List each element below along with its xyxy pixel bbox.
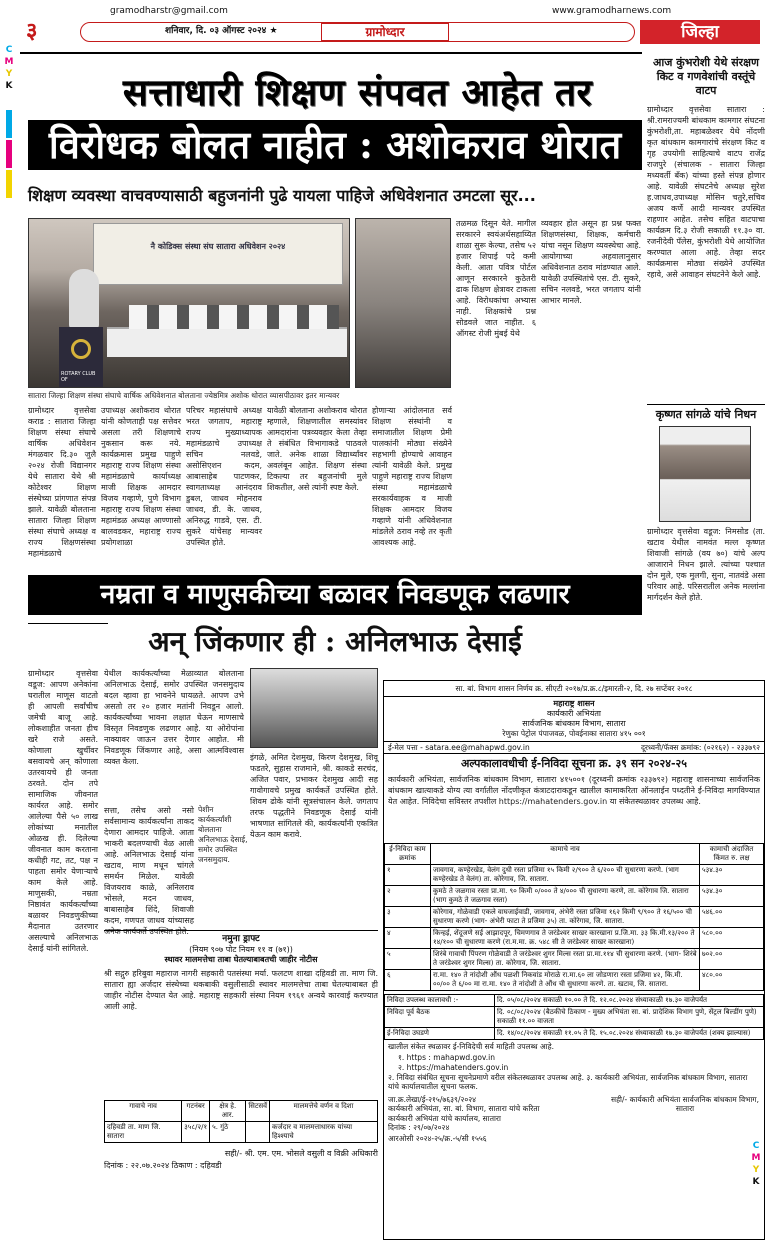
side-story-title: आज कुंभरोशी येथे संरक्षण किट व गणवेशांची वस्तूंचे वाटप [653, 56, 759, 97]
tender-title: अल्पकालावधीची ई-निविदा सूचना क्र. ३९ सन २०२४-२५ [461, 757, 687, 771]
page-number: ३ [26, 19, 38, 44]
lead-column-2: उपाध्यक्ष अशोकराव थोरात यांनी कोणताही पक्ष सत्तेवर असला तरी शिक्षणाचे नुकसान करू नये. कार्यक्रमास प्रमुख पाहुणे महाराष्ट्र राज्य शिक्षण संस्था महामंडळाचे कार्याध्यक्ष माजी शिक्षक आमदार विजय गव्हाणे, पुणे विभाग महाराष्ट्र राज्य शिक्षण संस्था महामंडळ अध्यक्ष आण्णासो बालवडकर, महाराष्ट्र राज्य प्रयोगशाळा [101, 406, 181, 547]
second-photo [250, 668, 378, 748]
tender-header-line: सा. बां. विभाग शासन निर्णय क्र. सीएटी २०१७/प्र.क्र.८/इमारती-२, दि. २७ सप्टेंबर २०१८ [384, 681, 764, 697]
table-row [385, 948, 764, 969]
date-bar [80, 22, 635, 42]
tender-sign: सही/- कार्यकारी अभियंता सार्वजनिक बांधकाम विभाग, सातारा [611, 1094, 759, 1114]
side-story-text: ग्रामोध्दार वृत्तसेवा सातारा : श्री.रामराज्यमी बांधकाम कामगार संघटना कुंभरोशी,ता. महाबळेश्वर येथे नोंदणी कृत बांधकाम कामगारांचे संरक्षण किट व गृह उपयोगी साहित्याचे वाटप राजेंद्र राजपुरे (संचालक - सातारा जिल्हा मध्यवर्ती बँक) यांच्या हस्ते संपन्न होणार आहे. यावेळी संघटनेचे अध्यक्ष सुरेश ह.जाधव,उपाध्यक्ष मोसिन चतुरे,सचिव अजय कर्णे आदी मान्यवर उपस्थित राहणार आहेत. तसेच सहित वाटपाचा कार्यक्रम दि.३ रोजी सकाळी ११.३० वा. रजनीदेवी पॅलेस, कुंभरोशी येथे आयोजित करण्यात आला आहे. तेव्हा सदर कार्यक्रमास मोठ्या संख्येने उपस्थित रहावे, असे आवाहन संघटनेने केले आहे. [647, 105, 765, 279]
notice-text: श्री सद्गुरु हरिबुवा महाराज नागरी सहकारी पतसंस्था मर्या. फलटण शाखा दहिवडी ता. माण जि. सातारा ह्या अर्जदार संस्थेच्या थकबाकी वसुलीसाठी स्थावर मालमत्तेचा ताबा घेतल्याबाबत ही जाहीर नोटीस देण्यात येत आहे. महाराष्ट्र सहकारी संस्था नियम १९६१ अन्वये कारवाई करण्यात आली आहे. [104, 969, 378, 1012]
table-row [385, 969, 764, 990]
stage-table [107, 327, 347, 357]
tender-sign-left: कार्यकारी अभियंता, सा. बां. विभाग, सातारा यांचे करिता [388, 1104, 540, 1114]
lead-column-4: यावेळी बोलताना अशोकराव थोरात म्हणाले, शिक्षणातील समस्यांवर आमदारांना पत्रव्यवहार केला तेव्हा ते संबंधित विभागाकडे पाठवले जाते. अनेक शाळा विद्यार्थ्यांवर अवलंबून आहेत. शिक्षण संस्था टिकल्या तर बहुजनांची मुले शिकतील, असे त्यांनी स्पष्ट केले. [267, 406, 367, 492]
tender-ref: जा.क्र.लेखा/ई-२१५/७६३९/२०२४ [388, 1094, 477, 1104]
notice-td-survey [246, 1122, 270, 1143]
notice-signature: सही/- श्री. एम. एम. भोसले वसुली व विक्री अधिकारी [224, 1149, 378, 1159]
tender-row3-cost: ५४६.०० [700, 906, 764, 927]
notice-date-place: दिनांक : २२.०७.२०२४ ठिकाण : दहिवडी [104, 1161, 222, 1171]
guest-row [129, 305, 339, 329]
tender-table [384, 843, 764, 991]
tender-intro: कार्यकारी अभियंता, सार्वजनिक बांधकाम विभाग, सातारा ४१५००१ (दूरध्वनी क्रमांक २३३७९२) महाराष्ट्र शासनाच्या सार्वजनिक बांधकाम खात्याकडे योग्य त्या वर्गातील नोंदणीकृत कंत्राटदाराकडून खालील कामाकरिता ऑनलाईन पध्दतीने ई-निविदा मागविण्यात येत आहेत. निविदेचा सविस्तर तपशील https://mahatenders.gov.in या संकेतस्थळावर उपलब्ध आहे. [388, 774, 760, 806]
obituary-text: ग्रामोध्दार वृत्तसेवा वडूज: निमसोड (ता. खटाव येथील नामवंत मल्ल कृष्णत शिवाजी सांगळे (वय ७०) यांचे अल्प आजाराने निधन झाले. त्यांच्या पश्चात दोन मुले, एक मुलगी, सुना, नातवंडे असा परिवार आहे. परिसरातील अनेक मल्लांना मार्गदर्शन केले होते. [647, 527, 765, 602]
lead-photo [28, 218, 350, 388]
tender-row3-no: ३ [385, 906, 431, 927]
tender-row6-no: ६ [385, 969, 431, 990]
notice-th-gat: गटनंबर [182, 1101, 210, 1122]
table-row [385, 994, 764, 1006]
table-row [385, 864, 764, 885]
cmyk-m: M [4, 57, 14, 67]
second-column-3: सत्ता, तसेच असो नसो सर्वसामान्य कार्यकर्त्यांना ताकद देणारा आमदार पाहिजे. आता भाकरी बदलण्याची वेळ आली आहे. अनिलभाऊ देसाई यांना खटाव, माण मधून चांगले समर्थन मिळेल. यावेळी विजयराव काळे, अनिलराव भोसले, मदन जाधव, बाबासाहेब शिंदे, शिवाजी कदम, गणपत जाधव यांच्यासह अनेक कार्यकर्ते उपस्थित होते. [104, 806, 194, 936]
tender-row5-no: ५ [385, 948, 431, 969]
tender-footer-block [384, 1093, 764, 1135]
tender-row1-cost: ५३४.३० [700, 864, 764, 885]
obituary-title: कृष्णत सांगळे यांचे निधन [655, 408, 757, 421]
tender-date: दिनांक : २९/०७/२०२४ [388, 1122, 450, 1132]
second-column-1: ग्रामोध्दार वृत्तसेवा वडूज: आपण अनेकांना घरातील माणूस वाटतो ही आपली सर्वांचीच जमेची बाजू आहे. लोकशाहीत जनता हीच खरे राजे असते. कोणाला खुर्चीवर बसवायचे अन् कोणाला उतरवायचे ही जनता ठरवते. दोन तपे सामाजिक जीवनात कार्यरत आहे. समोर आलेल्या पैसे ५० लाख लोकांच्या मनातील ओळख ही. दिलेल्या जीवनात काम करताना कधीही गट, तट, पक्ष न पाहता समोर येणाऱ्याचे काम केले आहे. माणुसकी, नम्रता निष्ठावंत कार्यकर्त्यांच्या बळावर निवडणुकीच्या मैदानात उतरणार असल्याचे अनिलभाऊ देसाई यांनी सांगितले. [28, 669, 98, 953]
notice-td-desc: कर्जदार व मालमत्ताधारक यांच्या हिश्श्याचे [270, 1122, 378, 1143]
notice-td-gat: ३५८/२/१ [182, 1122, 210, 1143]
schedule-value-1: दि. ०५/०८/२०२४ सकाळी १०.०० ते दि. १२.०८.२०२४ संध्याकाळी १७.३० वाजेपर्यंत [495, 994, 764, 1006]
table-row [385, 1006, 764, 1027]
tender-row6-name: रा.मा. १४० ते नांदोशी औंध पळशी निकवांड मोराळे रा.मा.६० ला जोडणारा रस्ता प्रजिमा ४२, कि.मी. ००/०० ते ६/०० मा रा.मा. १४० ते नांदोशी ते औंध ची सुधारणा करणे. ता. खटाव, जि. सातारा. [431, 969, 700, 990]
tender-footer-points: २. निविदा संबंधित सूचना सूचनेप्रमाणे वरील संकेतस्थळावर उपलब्ध आहे. ३. कार्यकारी अभियंता, सार्वजनिक बांधकाम विभाग, सातारा यांचे कार्यालयातील सूचना फलक. [388, 1073, 748, 1092]
side-divider [647, 404, 765, 405]
cmyk-k: K [5, 81, 13, 91]
notice-th-survey: सिटसर्वे [246, 1101, 270, 1122]
tender-sub4: रेणुका पेट्रोल पंपाजवळ, पोवईनाका सातारा ४१५ ००१ [502, 729, 646, 739]
notice-th-village: गावाचे नाव [105, 1101, 182, 1122]
tender-row2-no: २ [385, 885, 431, 906]
obituary-photo [659, 426, 751, 522]
lead-column-5: तळमळ दिसून येते. मागील सरकारने स्वयंअर्थसहाय्यित शाळा सुरू केल्या, तसेच ५२ हजार शिपाई पदे कमी केली. आता पवित्र पोर्टल आणून सरकारने कुठेतरी ढाक शिक्षण क्षेत्रावर टाकला आहे. विरोधकांचा अभ्यास नाही. शिक्षकांचे प्रश्न सोडवले जात नाहीत. ६ ऑगस्ट रोजी मुंबई येथे [456, 219, 536, 338]
cmyk-m-bottom: M [751, 1153, 761, 1163]
header-email: gramodharstr@gmail.com [110, 6, 228, 16]
lead-subheadline: शिक्षण व्यवस्था वाचवण्यासाठी बहुजनांनी पुढे यायला पाहिजे अधिवेशनात उमटला सूर... [28, 186, 536, 205]
section-tag: जिल्हा [640, 20, 760, 44]
tender-link-2[interactable]: २. https://mahatenders.gov.in [398, 1062, 509, 1072]
notice-subtitle2: स्थावर मालमत्तेचा ताबा घेतल्याबाबतची जाहीर नोटीस [164, 955, 318, 965]
masthead-logo: ग्रामोध्दार [321, 23, 449, 41]
tender-row6-cost: ४८०.०० [700, 969, 764, 990]
second-column-4: इंगळे, अमित देशमुख, किरण देशमुख, शिवू फडतरे, सुहास राजमाने, श्री. काकडे सरचंद, अजित पवार, प्रभाकर देशमुख आदी सह गावोगावचे प्रमुख कार्यकर्ते उपस्थित होते. शिवम ढोके यांनी सूत्रसंचालन केले. जगताप तरफ पद्धतीने निवडणूक देसाई यांनी भाषणात सांगितले की, कार्यकर्त्यांनी एकत्रित येऊन काम करावे. [250, 753, 378, 839]
speaker-figure [69, 269, 99, 329]
side-story [647, 56, 765, 402]
tender-th-cost: कामाची अंदाजित किंमत रु. लक्ष [700, 843, 764, 864]
cmyk-y: Y [5, 69, 13, 79]
cmyk-marks-top [4, 44, 14, 92]
tender-row3-name: कोरेगाव, गोळेवाडी एकले वाघजाईवाडी, जावगाव, अंभेरी रस्ता प्रजिमा १६२ किमी ९/९०० ते १६/५०० ची सुधारणा करणे (भाग- अंभेरी फाटा ते प्रजिमा ३५) ता. कोरेगाव, जि. सातारा. [431, 906, 700, 927]
color-swatch-yellow [6, 170, 12, 198]
notice-th-area: क्षेत्र हे. आर. [210, 1101, 246, 1122]
second-headline-line1: नम्रता व माणुसकीच्या बळावर निवडणूक लढणार [28, 575, 642, 615]
tender-schedule [384, 994, 764, 1040]
tender-sub3: सार्वजनिक बांधकाम विभाग, सातारा [522, 719, 626, 729]
color-swatch-magenta [6, 140, 12, 168]
second-headline-line2: अन् जिंकणार ही : अनिलभाऊ देसाई [148, 625, 522, 658]
notice-subtitle: (नियम ९०७ पोट नियम ११ व (७१)) [189, 945, 293, 955]
notice-title: नमुना ड्राफ्ट [222, 934, 260, 944]
schedule-label-2: निविदा पूर्व बैठक [385, 1006, 495, 1027]
tender-sub1: महाराष्ट्र शासन [553, 699, 595, 709]
lead-column-3: परिचर महासंघाचे अध्यक्ष भरत जगताप, महाराष्ट्र राज्य मुख्याध्यापक महामंडळाचे उपाध्यक्ष सचिन नलवडे, असोसिएशन कदम, आबासाहेब पाटणकर, स्वागताध्यक्ष आनंदराव डुबल, जाधव मोहनराव जाधव, डी. के. जाधव, अनिरुद्ध गाडवे, एस. टी. सुकरे यांचेसह मान्यवर उपस्थित होते. [186, 406, 262, 547]
tender-row4-cost: ५८०.०० [700, 927, 764, 948]
table-row [385, 906, 764, 927]
lead-column-1: ग्रामोध्दार वृत्तसेवा कराड : सातारा जिल्हा शिक्षण संस्था संघाचे वार्षिक अधिवेशन मंगळवार दि.३० जुलै २०२४ रोजी विद्यानगर येथे सातारा येथे श्री कोटेश्वर शिक्षण संस्थेच्या प्रांगणात संपन्न झाले. यावेळी बोलताना सातारा जिल्हा शिक्षण संस्था संघाचे अध्यक्ष व राज्य शिक्षणसंस्था महामंडळाचे [28, 406, 96, 558]
schedule-value-3: दि. १४/०८/२०२४ सकाळी ११.०५ ते दि. १५.०८.२०२४ संध्याकाळी १७.३० वाजेपर्यंत (शक्य झाल्यास) [495, 1027, 764, 1039]
table-row [385, 927, 764, 948]
tender-contact-row [384, 741, 764, 754]
second-column-2: येथील कार्यकर्त्यांच्या मेळाव्यात बोलताना अनिलभाऊ देसाई, समोर उपस्थित जनसमुदाय बदल व्हावा हा भावनेने घायळते. आपण उभे असतो तर २० हजार मतांनी निवडून आलो. कार्यकर्त्यांच्या भावना लक्षात घेऊन माणसाचे विस्तृत निवडणुक लढणार आहे. या ओरोपांना नाक्यावर जाऊन उत्तर देणार आहोत. मी निवडणूक जिंकणार आहे, असा आत्मविश्वास व्यक्त केला. [104, 669, 244, 766]
tender-link-1[interactable]: १. https : mahapwd.gov.in [398, 1053, 495, 1063]
tender-row4-no: ४ [385, 927, 431, 948]
cmyk-k-bottom: K [752, 1177, 760, 1187]
page-header [20, 6, 760, 46]
obituary [647, 408, 765, 664]
event-banner-text: नै कोडिक्स संस्था संघ सातारा अधिवेशन २०२४ [150, 242, 286, 251]
lead-photo-caption: सातारा जिल्हा शिक्षण संस्था संघाचे वार्षिक अधिवेशनात बोलताना ज्येष्ठमित्र अशोक थोरात व्यासपीठावर इतर मान्यवर [28, 391, 340, 400]
schedule-label-3: ई-निविदा उघडणे [385, 1027, 495, 1039]
color-swatch-cyan [6, 110, 12, 138]
notice-td-village: दहिवडी ता. माण जि. सातारा [105, 1122, 182, 1143]
header-rule [20, 52, 642, 54]
tender-row4-name: किन्हई, शेंदूजणे सई आझादपूर, चिमणगाव ते जरंडेश्वर साखर कारखाना प्र.जि.मा. ३३ कि.मी.१३/२०० ते १४/१०० ची सुधारणा करणे (रा.म.मा. क्र. ५४८ सी ते जरंडेश्वर साखर कारखाना) [431, 927, 700, 948]
tender-row1-name: जावगाव, कण्हेरखेड, वेलंग दुधी रस्ता प्रजिमा १५ किमी २/९०० ते ६/२०० ची सुधारणा करणे. (भाग कण्हेरखेड ते वेलंग) ता. कोरेगाव, जि. सातारा. [431, 864, 700, 885]
tender-code: आरओसी २०२४-२५/क्र.-५/सी १५५६ [388, 1134, 487, 1144]
lead-column-7: व्यवहार होत असून हा प्रश्न फक्त शिक्षणसंस्था, शिक्षक, कर्मचारी यांचा नसून शिक्षण व्यवस्थेचा आहे. आयोगाच्या अहवालानुसार अधिवेशनात ठराव मांडण्यात आले. यावेळी उपस्थितांचे एस. टी. सुकरे, सचिन नलवडे, भरत जगताप यांनी आभार मानले. [541, 219, 641, 305]
tender-office-block [384, 697, 764, 740]
tender-footer-left [388, 1095, 588, 1133]
tender-row1-no: १ [385, 864, 431, 885]
lead-headline-line2: विरोधक बोलत नाहीत : अशोकराव थोरात [28, 120, 642, 170]
tender-office: कार्यकारी अभियंता यांचे कार्यालय, सातारा [388, 1113, 501, 1123]
podium [59, 327, 103, 387]
second-story-decor [28, 623, 108, 661]
cmyk-c: C [5, 45, 13, 55]
schedule-label-1: निविदा उपलब्ध कालावधी :- [385, 994, 495, 1006]
tender-row2-name: कुमठे ते जळगाव रस्ता प्रा.मा. ९० किमी ०/००० ते ४/००० ची सुधारणा करणे, ता. कोरेगाव जि. सातारा (भाग कुमठे ते जळगाव रस्ता) [431, 885, 700, 906]
tender-th-no: ई-निविदा काम क्रमांक [385, 843, 431, 864]
tender-email: ई-मेल पत्ता - satara.ee@mahapwd.gov.in [388, 742, 530, 752]
table-row [385, 1027, 764, 1039]
tender-phone: दूरध्वनी/फॅक्स क्रमांक: (०२१६२) - २३३७९२ [640, 742, 760, 752]
lead-column-6-visible: होणाऱ्या आंदोलनात सर्व शिक्षण संस्थांनी व समाजातील शिक्षण प्रेमी पालकांनी मोठ्या संख्येने सहभागी होण्याचे आवाहन त्यांनी यावेळी केले. प्रमुख पाहुणे महाराष्ट्र राज्य शिक्षण संस्था महामंडळाचे सरकार्यवाहक व माजी शिक्षक आमदार विजय गव्हाणे यांनी अधिवेशनात मांडलेले ठराव नव्हे तर कृती आवश्यक आहे. [372, 406, 452, 547]
second-photo-caption: पेशीन कार्यकर्त्यांशी बोलताना अनिलभाऊ देसाई, समोर उपस्थित जनसमुदाय. [198, 805, 248, 864]
cmyk-y-bottom: Y [752, 1165, 760, 1175]
tender-th-name: कामाचे नाव [431, 843, 700, 864]
tender-sub2: कार्यकारी अभियंता [546, 709, 602, 719]
tender-footer-note: खालील संकेत स्थळावर ई-निविदेची सर्व माहिती उपलब्ध आहे. [388, 1041, 554, 1051]
tender-notice [383, 680, 765, 1240]
possession-notice [104, 930, 378, 1243]
event-banner [93, 223, 343, 285]
rotary-club-label: ROTARY CLUB OF [61, 371, 96, 384]
tender-row5-cost: ७०२.०० [700, 948, 764, 969]
rotary-logo-icon [71, 339, 91, 359]
header-website: www.gramodharnews.com [552, 6, 672, 16]
notice-td-area: ५. गुंठे [210, 1122, 246, 1143]
notice-th-desc: मालमत्तेचे वर्णन व दिशा [270, 1101, 378, 1122]
tender-row2-cost: ५३४.३० [700, 885, 764, 906]
schedule-value-2: दि. ०८/०८/२०२४ (बैठकीचे ठिकाण - मुख्य अभियंता सा. बां. प्रादेशिक विभाग पुणे, सेंट्रल बिल्डींग पुणे) सकाळी ११.०० वाजता [495, 1006, 764, 1027]
table-row [385, 885, 764, 906]
tender-row5-name: शिरंबे गावाची पिंपरण गोळेवाडी ते जरंडेश्वर शुगर मिल्स रस्ता प्रा.मा.११४ ची सुधारणा करणे. (भाग- शिरंबे ते जरंडेश्वर शुगर मिल्स) ता. कोरेगाव, जि. सातारा. [431, 948, 700, 969]
lead-photo-2 [355, 218, 451, 388]
lead-headline-line1: सत्ताधारी शिक्षण संपवत आहेत तर [80, 70, 635, 114]
notice-table [104, 1100, 378, 1143]
cmyk-c-bottom: C [752, 1141, 760, 1151]
issue-date: शनिवार, दि. ०३ ऑगस्ट २०२४ ★ [165, 26, 278, 36]
